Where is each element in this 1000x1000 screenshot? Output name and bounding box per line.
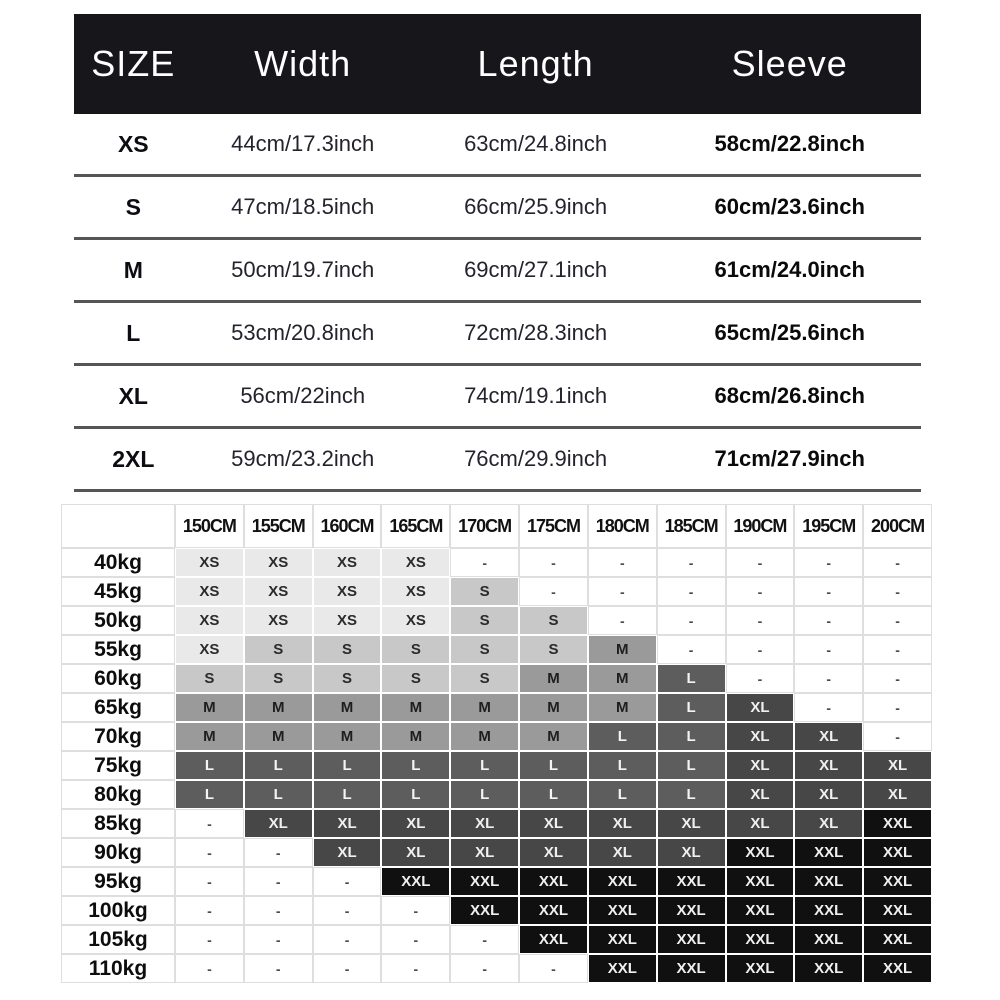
fit-matrix-section	[60, 503, 933, 984]
weight-header-cell: 50kg	[62, 607, 174, 634]
fit-cell-l: L	[658, 694, 725, 721]
fit-cell-m: M	[520, 694, 587, 721]
size-chart-row	[74, 240, 921, 303]
fit-cell-empty: -	[176, 955, 243, 982]
fit-cell-m: M	[176, 723, 243, 750]
fit-cell-m: M	[451, 723, 518, 750]
sleeve-cell: 65cm/25.6inch	[714, 320, 865, 345]
fit-cell-xxl: XXL	[451, 897, 518, 924]
size-cell: M	[123, 256, 143, 283]
fit-cell-l: L	[382, 781, 449, 808]
fit-cell-l: L	[176, 781, 243, 808]
fit-cell-xl: XL	[795, 810, 862, 837]
fit-cell-empty: -	[245, 955, 312, 982]
weight-header-cell: 45kg	[62, 578, 174, 605]
fit-cell-l: L	[314, 781, 381, 808]
fit-cell-xl: XL	[795, 723, 862, 750]
height-header-cell: 185CM	[658, 505, 725, 547]
fit-cell-xxl: XXL	[795, 868, 862, 895]
weight-header-cell: 100kg	[62, 897, 174, 924]
weight-header-cell: 85kg	[62, 810, 174, 837]
fit-cell-xxl: XXL	[589, 926, 656, 953]
fit-cell-empty: -	[520, 549, 587, 576]
height-header-cell: 180CM	[589, 505, 656, 547]
fit-matrix-row	[62, 578, 931, 605]
fit-cell-s: S	[451, 636, 518, 663]
fit-matrix-table	[60, 503, 933, 984]
fit-cell-xs: XS	[245, 607, 312, 634]
fit-cell-empty: -	[864, 578, 931, 605]
sleeve-cell: 68cm/26.8inch	[714, 383, 865, 408]
fit-cell-xxl: XXL	[864, 868, 931, 895]
size-chart-row	[74, 303, 921, 366]
fit-cell-xxl: XXL	[795, 955, 862, 982]
fit-matrix-row	[62, 665, 931, 692]
fit-cell-xxl: XXL	[520, 926, 587, 953]
fit-matrix-row	[62, 810, 931, 837]
fit-cell-xl: XL	[864, 752, 931, 779]
fit-cell-empty: -	[727, 607, 794, 634]
height-header-cell: 165CM	[382, 505, 449, 547]
fit-cell-l: L	[658, 781, 725, 808]
fit-cell-empty: -	[795, 665, 862, 692]
fit-cell-l: L	[520, 752, 587, 779]
fit-cell-s: S	[314, 665, 381, 692]
sleeve-cell: 58cm/22.8inch	[714, 131, 865, 156]
fit-cell-l: L	[245, 752, 312, 779]
fit-cell-xxl: XXL	[658, 897, 725, 924]
fit-cell-m: M	[520, 723, 587, 750]
size-chart-row	[74, 429, 921, 492]
fit-matrix-row	[62, 607, 931, 634]
fit-cell-empty: -	[314, 955, 381, 982]
fit-cell-xxl: XXL	[727, 926, 794, 953]
fit-cell-xxl: XXL	[864, 810, 931, 837]
fit-cell-l: L	[520, 781, 587, 808]
size-cell: L	[126, 319, 141, 346]
fit-cell-empty: -	[382, 955, 449, 982]
fit-cell-m: M	[451, 694, 518, 721]
fit-cell-empty: -	[520, 955, 587, 982]
length-cell: 74cm/19.1inch	[464, 383, 608, 408]
sleeve-cell: 71cm/27.9inch	[714, 446, 865, 471]
fit-cell-xl: XL	[727, 723, 794, 750]
height-header-cell: 170CM	[451, 505, 518, 547]
fit-cell-empty: -	[795, 694, 862, 721]
fit-cell-l: L	[245, 781, 312, 808]
fit-cell-xl: XL	[314, 810, 381, 837]
fit-cell-empty: -	[864, 694, 931, 721]
fit-cell-xxl: XXL	[864, 897, 931, 924]
fit-cell-s: S	[451, 578, 518, 605]
fit-cell-xxl: XXL	[727, 868, 794, 895]
fit-cell-s: S	[382, 665, 449, 692]
fit-cell-l: L	[658, 723, 725, 750]
fit-matrix-header-row	[62, 505, 931, 547]
fit-matrix-corner-cell	[62, 505, 174, 547]
fit-cell-empty: -	[589, 549, 656, 576]
fit-cell-s: S	[451, 607, 518, 634]
fit-cell-empty: -	[658, 578, 725, 605]
sleeve-cell: 61cm/24.0inch	[714, 257, 865, 282]
fit-cell-empty: -	[176, 839, 243, 866]
length-cell: 63cm/24.8inch	[464, 131, 608, 156]
weight-header-cell: 55kg	[62, 636, 174, 663]
fit-cell-empty: -	[245, 839, 312, 866]
weight-header-cell: 75kg	[62, 752, 174, 779]
fit-cell-xl: XL	[658, 810, 725, 837]
fit-matrix-row	[62, 897, 931, 924]
fit-cell-xl: XL	[727, 752, 794, 779]
fit-matrix-row	[62, 723, 931, 750]
fit-cell-xl: XL	[382, 839, 449, 866]
fit-cell-s: S	[245, 636, 312, 663]
fit-cell-l: L	[589, 752, 656, 779]
fit-cell-s: S	[451, 665, 518, 692]
fit-cell-xl: XL	[451, 839, 518, 866]
size-chart-header-bar	[74, 14, 921, 114]
fit-cell-xxl: XXL	[382, 868, 449, 895]
fit-cell-xxl: XXL	[864, 926, 931, 953]
weight-header-cell: 90kg	[62, 839, 174, 866]
width-cell: 53cm/20.8inch	[231, 320, 375, 345]
fit-cell-empty: -	[864, 549, 931, 576]
width-cell: 50cm/19.7inch	[231, 257, 375, 282]
fit-cell-xl: XL	[727, 781, 794, 808]
column-header-length: Length	[477, 43, 594, 84]
fit-cell-empty: -	[864, 607, 931, 634]
fit-cell-m: M	[176, 694, 243, 721]
fit-cell-empty: -	[727, 549, 794, 576]
fit-cell-empty: -	[520, 578, 587, 605]
fit-cell-xxl: XXL	[520, 868, 587, 895]
fit-cell-xl: XL	[245, 810, 312, 837]
fit-cell-xxl: XXL	[727, 897, 794, 924]
fit-cell-m: M	[382, 723, 449, 750]
fit-cell-empty: -	[658, 549, 725, 576]
fit-cell-empty: -	[382, 897, 449, 924]
fit-cell-empty: -	[589, 607, 656, 634]
fit-cell-xs: XS	[314, 607, 381, 634]
fit-matrix-row	[62, 636, 931, 663]
fit-cell-empty: -	[658, 636, 725, 663]
fit-cell-empty: -	[864, 723, 931, 750]
fit-cell-xs: XS	[176, 607, 243, 634]
length-cell: 72cm/28.3inch	[464, 320, 608, 345]
fit-cell-empty: -	[589, 578, 656, 605]
fit-matrix-row	[62, 839, 931, 866]
size-cell: 2XL	[112, 445, 155, 472]
fit-cell-xl: XL	[589, 839, 656, 866]
fit-cell-xxl: XXL	[589, 897, 656, 924]
fit-cell-xxl: XXL	[864, 839, 931, 866]
fit-cell-l: L	[589, 781, 656, 808]
fit-cell-empty: -	[727, 636, 794, 663]
fit-cell-l: L	[451, 752, 518, 779]
fit-cell-empty: -	[245, 868, 312, 895]
fit-cell-xs: XS	[314, 578, 381, 605]
fit-cell-xs: XS	[382, 578, 449, 605]
fit-cell-xxl: XXL	[589, 868, 656, 895]
fit-cell-l: L	[658, 665, 725, 692]
fit-cell-xl: XL	[795, 752, 862, 779]
fit-cell-l: L	[314, 752, 381, 779]
fit-cell-xl: XL	[520, 839, 587, 866]
width-cell: 44cm/17.3inch	[231, 131, 375, 156]
fit-cell-xl: XL	[795, 781, 862, 808]
size-cell: XL	[118, 382, 148, 409]
fit-cell-empty: -	[176, 926, 243, 953]
fit-matrix-row	[62, 549, 931, 576]
height-header-cell: 155CM	[245, 505, 312, 547]
fit-cell-xs: XS	[245, 549, 312, 576]
length-cell: 69cm/27.1inch	[464, 257, 608, 282]
fit-cell-m: M	[314, 694, 381, 721]
fit-cell-empty: -	[864, 636, 931, 663]
fit-cell-l: L	[589, 723, 656, 750]
weight-header-cell: 80kg	[62, 781, 174, 808]
fit-cell-empty: -	[176, 897, 243, 924]
weight-header-cell: 40kg	[62, 549, 174, 576]
fit-cell-xxl: XXL	[520, 897, 587, 924]
fit-cell-s: S	[245, 665, 312, 692]
fit-cell-xxl: XXL	[864, 955, 931, 982]
column-header-size: SIZE	[91, 43, 176, 84]
fit-cell-empty: -	[727, 665, 794, 692]
sleeve-cell: 60cm/23.6inch	[714, 194, 865, 219]
fit-cell-xxl: XXL	[795, 839, 862, 866]
fit-cell-m: M	[589, 694, 656, 721]
fit-cell-xl: XL	[382, 810, 449, 837]
width-cell: 59cm/23.2inch	[231, 446, 375, 471]
length-cell: 66cm/25.9inch	[464, 194, 608, 219]
fit-cell-xl: XL	[864, 781, 931, 808]
fit-cell-l: L	[382, 752, 449, 779]
column-header-sleeve: Sleeve	[731, 43, 848, 84]
height-header-cell: 200CM	[864, 505, 931, 547]
fit-cell-s: S	[314, 636, 381, 663]
fit-cell-empty: -	[795, 636, 862, 663]
fit-cell-empty: -	[864, 665, 931, 692]
height-header-cell: 150CM	[176, 505, 243, 547]
size-chart-row	[74, 114, 921, 177]
height-header-cell: 160CM	[314, 505, 381, 547]
fit-cell-empty: -	[314, 868, 381, 895]
weight-header-cell: 65kg	[62, 694, 174, 721]
fit-cell-empty: -	[727, 578, 794, 605]
fit-cell-xs: XS	[176, 636, 243, 663]
fit-cell-xs: XS	[382, 549, 449, 576]
fit-cell-xxl: XXL	[727, 955, 794, 982]
fit-cell-m: M	[520, 665, 587, 692]
fit-matrix-row	[62, 926, 931, 953]
weight-header-cell: 95kg	[62, 868, 174, 895]
fit-cell-empty: -	[795, 549, 862, 576]
fit-cell-empty: -	[795, 607, 862, 634]
fit-cell-xl: XL	[589, 810, 656, 837]
fit-cell-xxl: XXL	[795, 926, 862, 953]
fit-cell-empty: -	[176, 868, 243, 895]
fit-cell-xs: XS	[176, 549, 243, 576]
fit-cell-empty: -	[314, 897, 381, 924]
fit-cell-m: M	[382, 694, 449, 721]
fit-cell-m: M	[314, 723, 381, 750]
fit-cell-empty: -	[795, 578, 862, 605]
fit-cell-m: M	[245, 694, 312, 721]
fit-cell-empty: -	[658, 607, 725, 634]
fit-cell-xxl: XXL	[658, 926, 725, 953]
width-cell: 56cm/22inch	[240, 383, 366, 408]
column-header-width: Width	[254, 43, 352, 84]
fit-cell-empty: -	[451, 955, 518, 982]
fit-cell-empty: -	[176, 810, 243, 837]
size-chart-table	[74, 14, 921, 492]
fit-cell-m: M	[589, 636, 656, 663]
fit-matrix-row	[62, 752, 931, 779]
fit-cell-xs: XS	[245, 578, 312, 605]
fit-cell-xs: XS	[314, 549, 381, 576]
fit-cell-l: L	[451, 781, 518, 808]
fit-matrix-row	[62, 781, 931, 808]
fit-cell-s: S	[520, 607, 587, 634]
fit-cell-xxl: XXL	[658, 868, 725, 895]
fit-cell-xl: XL	[451, 810, 518, 837]
size-cell: XS	[117, 130, 149, 157]
fit-cell-m: M	[589, 665, 656, 692]
fit-cell-xxl: XXL	[727, 839, 794, 866]
length-cell: 76cm/29.9inch	[464, 446, 608, 471]
weight-header-cell: 105kg	[62, 926, 174, 953]
width-cell: 47cm/18.5inch	[231, 194, 375, 219]
fit-cell-s: S	[176, 665, 243, 692]
fit-cell-empty: -	[451, 926, 518, 953]
fit-cell-m: M	[245, 723, 312, 750]
fit-cell-s: S	[382, 636, 449, 663]
height-header-cell: 175CM	[520, 505, 587, 547]
weight-header-cell: 110kg	[62, 955, 174, 982]
size-chart-rows	[74, 114, 921, 492]
fit-cell-empty: -	[245, 897, 312, 924]
fit-cell-xxl: XXL	[451, 868, 518, 895]
fit-cell-l: L	[176, 752, 243, 779]
weight-header-cell: 70kg	[62, 723, 174, 750]
weight-header-cell: 60kg	[62, 665, 174, 692]
fit-cell-xl: XL	[658, 839, 725, 866]
fit-cell-l: L	[658, 752, 725, 779]
height-header-cell: 190CM	[727, 505, 794, 547]
fit-matrix-row	[62, 955, 931, 982]
fit-cell-xl: XL	[727, 810, 794, 837]
fit-cell-xxl: XXL	[589, 955, 656, 982]
fit-cell-empty: -	[451, 549, 518, 576]
fit-cell-xs: XS	[176, 578, 243, 605]
fit-cell-empty: -	[314, 926, 381, 953]
size-chart-row	[74, 177, 921, 240]
fit-cell-xl: XL	[520, 810, 587, 837]
size-chart-row	[74, 366, 921, 429]
fit-cell-xl: XL	[727, 694, 794, 721]
size-cell: S	[125, 193, 141, 220]
height-header-cell: 195CM	[795, 505, 862, 547]
fit-cell-xxl: XXL	[658, 955, 725, 982]
fit-cell-empty: -	[245, 926, 312, 953]
fit-cell-s: S	[520, 636, 587, 663]
fit-cell-xl: XL	[314, 839, 381, 866]
fit-cell-empty: -	[382, 926, 449, 953]
fit-cell-xxl: XXL	[795, 897, 862, 924]
fit-matrix-row	[62, 694, 931, 721]
fit-matrix-row	[62, 868, 931, 895]
fit-cell-xs: XS	[382, 607, 449, 634]
